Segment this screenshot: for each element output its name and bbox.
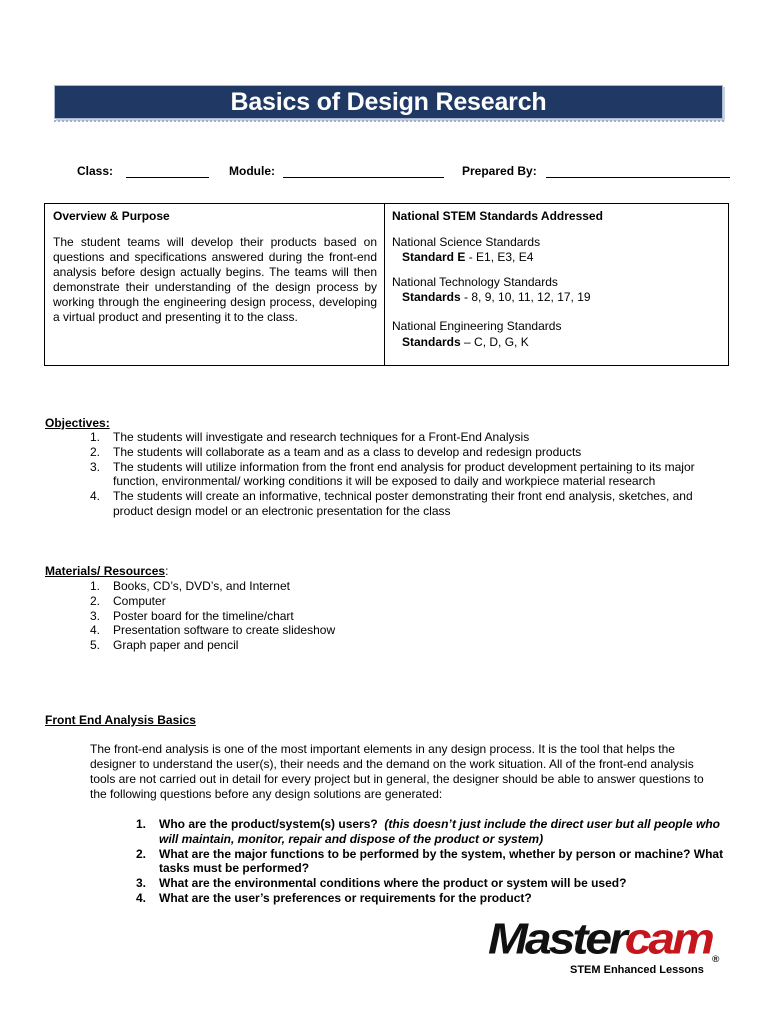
objectives-list	[90, 430, 730, 519]
overview-standards-table	[44, 203, 729, 366]
technology-standards-label: National Technology Standards	[392, 275, 558, 289]
objective-text: The students will create an informative, technical poster demonstrating their front end analysis, sketches, and product design model or an electronic presentation for the class	[113, 489, 693, 518]
materials-heading-row	[45, 564, 168, 578]
logo-registered: ®	[711, 954, 720, 965]
science-standards-line	[402, 250, 533, 265]
science-standard-name: Standard E	[402, 250, 466, 264]
objective-text: The students will investigate and research techniques for a Front-End Analysis	[113, 430, 530, 444]
engineering-standards-line	[402, 335, 529, 350]
materials-list	[90, 579, 690, 653]
fea-heading: Front End Analysis Basics	[45, 713, 196, 727]
class-field[interactable]	[126, 177, 209, 178]
technology-standard-name: Standards	[402, 290, 461, 304]
list-item: 2. Computer	[90, 593, 166, 608]
title-banner	[54, 85, 723, 119]
question-text: What are the major functions to be performed by the system, whether by person or machine? What tasks must be performed?	[159, 846, 724, 876]
question-text: What are the environmental conditions where the product or system will be used?	[159, 876, 627, 891]
technology-standards-line	[402, 290, 591, 305]
list-item: 4. The students will create an informative, technical poster demonstrating their front end analysis, sketches, and product design model or an electronic presentation for the class	[90, 489, 693, 518]
question-text: What are the user’s preferences or requirements for the product?	[159, 890, 532, 905]
fea-paragraph: The front-end analysis is one of the most important elements in any design process. It is the tool that helps the designer to understand the user(s), their needs and the demand on the work situation. All of the front-end analysis tools are not carried out in detail for every project but in general, the designer should be able to answer questions to the following questions before any design solutions are generated:	[90, 742, 704, 801]
logo-part-master: Master	[488, 915, 625, 964]
technology-standard-values: - 8, 9, 10, 11, 12, 17, 19	[460, 290, 591, 304]
mastercam-logo	[488, 915, 719, 965]
materials-heading: Materials/ Resources	[45, 564, 166, 578]
list-item: 3. The students will utilize information from the front end analysis for product development pertaining to its major function, environmental/ working conditions it will be exposed to daily and workpiece material research	[90, 459, 695, 489]
list-item: 4. What are the user’s preferences or requirements for the product?	[136, 890, 532, 905]
science-standard-values: - E1, E3, E4	[465, 250, 534, 264]
question-note: (this doesn’t just include the direct user but all people who will maintain, monitor, repair and dispose of the product or system)	[159, 817, 720, 846]
objectives-heading: Objectives:	[45, 416, 110, 430]
list-item: 1. The students will investigate and research techniques for a Front-End Analysis	[90, 430, 530, 444]
module-field[interactable]	[283, 177, 444, 178]
engineering-standards-label: National Engineering Standards	[392, 319, 562, 333]
fea-questions-list	[136, 817, 728, 906]
prepared-by-label: Prepared By:	[462, 164, 537, 178]
overview-heading: Overview & Purpose	[53, 209, 170, 223]
title-divider	[54, 120, 724, 122]
list-item: 2. The students will collaborate as a team and as a class to develop and redesign products	[90, 444, 582, 459]
prepared-by-field[interactable]	[546, 177, 730, 178]
objective-text: The students will utilize information from the front end analysis for product development pertaining to its major function, environmental/ working conditions it will be exposed to daily and workpiece material research	[113, 459, 695, 489]
objective-text: The students will collaborate as a team and as a class to develop and redesign products	[113, 444, 582, 459]
class-label: Class:	[77, 164, 114, 178]
material-text: Books, CD’s, DVD’s, and Internet	[113, 579, 290, 593]
material-text: Computer	[113, 593, 166, 608]
logo-tagline: STEM Enhanced Lessons	[570, 964, 704, 976]
science-standards-label: National Science Standards	[392, 235, 541, 249]
module-label: Module:	[229, 164, 275, 178]
material-text: Presentation software to create slideshow	[113, 623, 336, 638]
list-item: 3. Poster board for the timeline/chart	[90, 608, 294, 623]
material-text: Graph paper and pencil	[113, 638, 239, 653]
list-item: 1. Who are the product/system(s) users? (this doesn’t just include the direct user but all people who will maintain, monitor, repair and dispose of the product or system)	[136, 817, 720, 846]
list-item: 2. What are the major functions to be performed by the system, whether by person or machine? What tasks must be performed?	[136, 846, 724, 876]
table-divider	[384, 204, 385, 365]
logo-part-cam: cam	[624, 915, 712, 964]
question-text: Who are the product/system(s) users?	[159, 817, 378, 831]
list-item: 5. Graph paper and pencil	[90, 638, 239, 653]
list-item: 1. Books, CD’s, DVD’s, and Internet	[90, 579, 290, 593]
page-title: Basics of Design Research	[230, 88, 547, 116]
list-item: 3. What are the environmental conditions where the product or system will be used?	[136, 876, 627, 891]
overview-text: The student teams will develop their products based on questions and specifications answered during the front-end analysis before design actually begins. The teams will then demonstrate their understanding of the design process by working through the engineering design process, developing a virtual product and presenting it to the class.	[53, 235, 377, 324]
material-text: Poster board for the timeline/chart	[113, 608, 294, 623]
list-item: 4. Presentation software to create slideshow	[90, 623, 336, 638]
engineering-standard-values: – C, D, G, K	[460, 335, 529, 349]
materials-colon: :	[165, 564, 169, 578]
engineering-standard-name: Standards	[402, 335, 461, 349]
standards-heading: National STEM Standards Addressed	[392, 209, 603, 223]
